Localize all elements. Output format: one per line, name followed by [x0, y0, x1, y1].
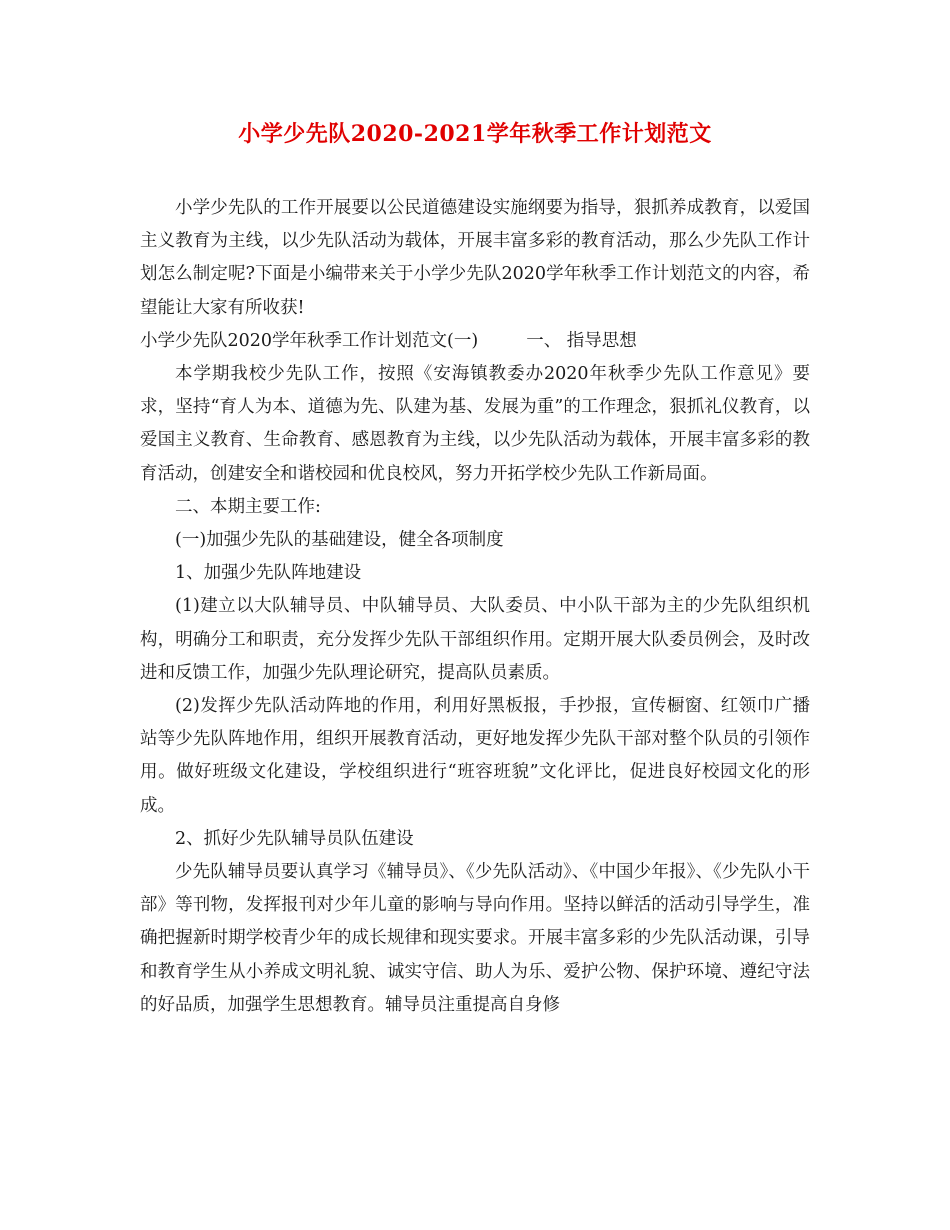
- intro-paragraph: 小学少先队的工作开展要以公民道德建设实施纲要为指导，狠抓养成教育，以爱国主义教育为主线，以少先队活动为载体，开展丰富多彩的教育活动，那么少先队工作计划怎么制定呢?下面是小编带来关于小学少先队2020学年秋季工作计划范文的内容，希望能让大家有所收获!: [140, 198, 810, 318]
- document-body: [140, 192, 810, 1022]
- subtitle-right: 一、 指导思想: [526, 330, 637, 351]
- item-paragraph: (1)建立以大队辅导员、中队辅导员、大队委员、中小队干部为主的少先队组织机构，明确分工和职责，充分发挥少先队干部组织作用。定期开展大队委员例会，及时改进和反馈工作，加强少先队理论研究，提高队员素质。: [140, 596, 810, 683]
- item-heading: 1、加强少先队阵地建设: [175, 563, 362, 584]
- document-title: 小学少先队2020-2021学年秋季工作计划范文: [238, 121, 712, 147]
- section-heading: 二、本期主要工作:: [175, 496, 321, 517]
- guiding-paragraph: 本学期我校少先队工作，按照《安海镇教委办2020年秋季少先队工作意见》要求，坚持“育人为本、道德为先、队建为基、发展为重”的工作理念，狠抓礼仪教育，以爱国主义教育、生命教育、感恩教育为主线，以少先队活动为载体，开展丰富多彩的教育活动，创建安全和谐校园和优良校风，努力开拓学校少先队工作新局面。: [140, 364, 810, 484]
- item-heading: 2、抓好少先队辅导员队伍建设: [175, 828, 414, 849]
- item-paragraph: 少先队辅导员要认真学习《辅导员》、《少先队活动》、《中国少年报》、《少先队小干部》等刊物，发挥报刊对少年儿童的影响与导向作用。坚持以鲜活的活动引导学生，准确把握新时期学校青少年的成长规律和现实要求。开展丰富多彩的少先队活动课，引导和教育学生从小养成文明礼貌、诚实守信、助人为乐、爱护公物、保护环境、遵纪守法的好品质，加强学生思想教育。辅导员注重提高自身修: [140, 862, 810, 1015]
- subsection-heading: (一)加强少先队的基础建设，健全各项制度: [175, 530, 504, 551]
- subtitle-line: [140, 325, 810, 358]
- item-paragraph: (2)发挥少先队活动阵地的作用，利用好黑板报，手抄报，宣传橱窗、红领巾广播站等少先队阵地作用，组织开展教育活动，更好地发挥少先队干部对整个队员的引领作用。做好班级文化建设，学校组织进行“班容班貌”文化评比，促进良好校园文化的形成。: [140, 696, 810, 816]
- subtitle-left: 小学少先队2020学年秋季工作计划范文(一): [140, 330, 479, 351]
